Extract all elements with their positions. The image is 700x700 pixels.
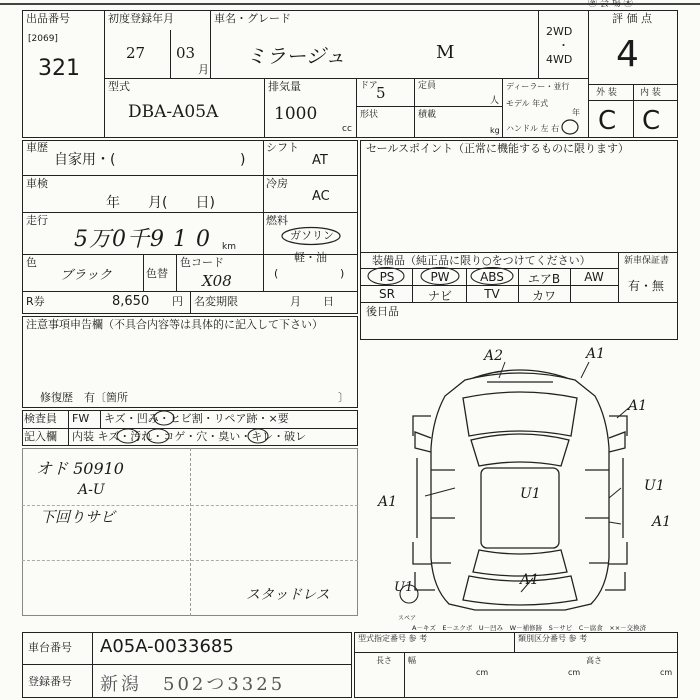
exterior-label: 外 装 bbox=[596, 88, 617, 98]
chassis-label: 車台番号 bbox=[28, 641, 72, 654]
equip-airbag: エアB bbox=[527, 272, 561, 286]
equip-sr: SR bbox=[379, 287, 395, 301]
note-a-u: A-U bbox=[78, 482, 105, 498]
mark-a2: A2 bbox=[484, 348, 504, 364]
equip-aw: AW bbox=[584, 270, 604, 284]
repair-label: 修復歴 有〔箇所 bbox=[40, 391, 128, 404]
exterior-items: キズ・凹み・ヒビ割・リペア跡・×要 bbox=[104, 412, 289, 425]
entry-label: 記入欄 bbox=[24, 430, 57, 443]
mark-u1-roof: U1 bbox=[520, 486, 541, 502]
mark-a1-right-rear: A1 bbox=[652, 514, 672, 530]
recycle-value: 8,650 bbox=[112, 294, 150, 309]
km-unit: km bbox=[222, 242, 236, 252]
mark-a1-rear: A1 bbox=[520, 572, 540, 588]
interior-label: 内 装 bbox=[640, 88, 661, 98]
note-rust: 下回りサビ bbox=[40, 508, 116, 526]
lot-number: 321 bbox=[38, 56, 80, 81]
spare-label: スペア bbox=[398, 615, 417, 622]
repair-close: 〕 bbox=[338, 391, 349, 404]
registration-value: 月 日 bbox=[290, 295, 334, 308]
drive-dot: ・ bbox=[558, 39, 569, 52]
plate-number: 新潟 502つ3325 bbox=[100, 674, 286, 695]
cm-1: cm bbox=[476, 668, 489, 677]
inspection-label: 車検 bbox=[26, 177, 48, 190]
sales-point-label: セールスポイント（正常に機能するものに限ります） bbox=[366, 142, 630, 155]
fuel-label: 燃料 bbox=[266, 214, 288, 227]
inspection-value: 年 月( 日) bbox=[106, 195, 215, 211]
equip-tv: TV bbox=[484, 287, 500, 301]
mileage-value: 5万0千9 1 0 bbox=[74, 227, 211, 252]
color-value: ブラック bbox=[60, 268, 112, 283]
recycle-label: R券 bbox=[26, 295, 45, 308]
fw-label: FW bbox=[72, 412, 90, 425]
handle-circle-icon bbox=[560, 118, 580, 136]
equip-pw: PW bbox=[430, 270, 450, 284]
damage-legend: A－キズ E－エクボ U－凹み W－補修跡 S－サビ C－腐食 ××－交換済 bbox=[412, 624, 647, 632]
interior-items: 内装 キズ・汚れ・コゲ・穴・臭い・キレ・破レ bbox=[72, 430, 307, 443]
width-label: 幅 bbox=[408, 656, 416, 665]
registration-label: 名変期限 bbox=[194, 295, 238, 308]
year-unit: 年 bbox=[572, 108, 580, 117]
shape-label: 形状 bbox=[360, 110, 379, 120]
yen-unit: 円 bbox=[172, 295, 183, 308]
door-label: ドア bbox=[360, 81, 378, 91]
mark-u1-right-door: U1 bbox=[644, 478, 665, 494]
grade: M bbox=[436, 42, 455, 63]
color-code-label: 色コード bbox=[180, 256, 224, 269]
mark-a1-left: A1 bbox=[378, 494, 398, 510]
equip-ps: PS bbox=[379, 270, 395, 284]
cc-unit: cc bbox=[342, 124, 352, 134]
dent-circle-icon bbox=[152, 408, 178, 428]
interior-grade: C bbox=[642, 106, 661, 136]
after-parts-label: 後日品 bbox=[366, 305, 399, 318]
model-year-label: モデル 年式 bbox=[506, 99, 549, 108]
exterior-grade: C bbox=[598, 106, 617, 136]
equipment-label: 装備品（純正品に限り○をつけてください） bbox=[372, 254, 591, 267]
equip-navi: ナビ bbox=[427, 289, 452, 303]
fuel-paren-l: ( bbox=[274, 267, 279, 280]
shift-label: シフト bbox=[266, 141, 299, 154]
cm-2: cm bbox=[568, 668, 581, 677]
ref-label-1: 型式指定番号 参 考 bbox=[358, 634, 428, 643]
fuel-gasoline: ガソリン bbox=[290, 229, 334, 242]
note-studless: スタッドレス bbox=[246, 587, 330, 603]
first-reg-year: 27 bbox=[126, 44, 146, 62]
car-name: ミラージュ bbox=[246, 44, 346, 68]
capacity-label: 定員 bbox=[418, 81, 437, 91]
model: DBA-A05A bbox=[128, 102, 219, 122]
first-reg-month: 03 bbox=[176, 44, 196, 62]
drive-4wd: 4WD bbox=[546, 53, 573, 66]
abs-circle-icon bbox=[470, 264, 520, 286]
color-code: X08 bbox=[202, 272, 232, 290]
mileage-label: 走行 bbox=[26, 214, 48, 227]
use-label: 車歴 bbox=[26, 141, 48, 154]
lot-sub: [2069] bbox=[28, 34, 58, 44]
length-label: 長さ bbox=[376, 656, 392, 665]
note-odometer: オド 50910 bbox=[36, 459, 124, 478]
displacement-label: 排気量 bbox=[268, 80, 301, 93]
dealer-label: ディーラー・並行 bbox=[506, 82, 570, 91]
name-grade-label: 車名・グレード bbox=[214, 12, 291, 25]
ref-label-2: 類別区分番号 参 考 bbox=[518, 634, 588, 643]
color-label: 色 bbox=[26, 256, 37, 269]
mark-u1-spare: U1 bbox=[394, 580, 414, 595]
equip-leather: カワ bbox=[531, 289, 556, 303]
shift-value: AT bbox=[312, 153, 328, 168]
mark-a1-fender: A1 bbox=[628, 398, 648, 414]
fuel-paren-r: ) bbox=[340, 267, 345, 280]
handle-label: ハンドル 左 右 bbox=[506, 124, 560, 133]
venue-mark: ㊎ 会 場 ㊍ bbox=[588, 0, 633, 9]
notice-label: 注意事項申告欄（不具合内容等は具体的に記入して下さい） bbox=[26, 318, 323, 331]
lot-label: 出品番号 bbox=[26, 12, 70, 25]
fuel-diesel: 軽・油 bbox=[294, 251, 327, 264]
equip-abs: ABS bbox=[480, 270, 504, 284]
inspector-label: 検査員 bbox=[24, 412, 57, 425]
score-label: 評 価 点 bbox=[612, 12, 652, 25]
score: 4 bbox=[616, 34, 639, 75]
first-reg-label: 初度登録年月 bbox=[108, 12, 174, 25]
capacity-unit: 人 bbox=[490, 96, 500, 106]
ac-label: 冷房 bbox=[266, 177, 288, 190]
load-label: 積載 bbox=[418, 110, 437, 120]
chassis-number: A05A-0033685 bbox=[100, 636, 234, 657]
doors: 5 bbox=[376, 84, 386, 102]
mark-a1-front-right: A1 bbox=[586, 346, 606, 362]
drive-2wd: 2WD bbox=[546, 25, 573, 38]
month-unit: 月 bbox=[198, 63, 209, 76]
use-close: ) bbox=[240, 152, 246, 168]
load-unit: kg bbox=[490, 126, 500, 135]
color-change-label: 色替 bbox=[146, 267, 168, 280]
displacement: 1000 bbox=[274, 104, 318, 124]
plate-label: 登録番号 bbox=[28, 675, 72, 688]
use-value: 自家用・( bbox=[54, 152, 116, 168]
sales-frame bbox=[360, 140, 678, 340]
interior-circles-icon bbox=[100, 426, 270, 446]
model-label: 型式 bbox=[108, 80, 130, 93]
pw-circle-icon bbox=[418, 264, 468, 286]
ac-value: AC bbox=[312, 189, 330, 204]
height-label: 高さ bbox=[586, 656, 602, 665]
warranty-label: 新車保証書 bbox=[624, 256, 670, 266]
warranty-value: 有・無 bbox=[628, 279, 665, 293]
cm-3: cm bbox=[660, 668, 673, 677]
